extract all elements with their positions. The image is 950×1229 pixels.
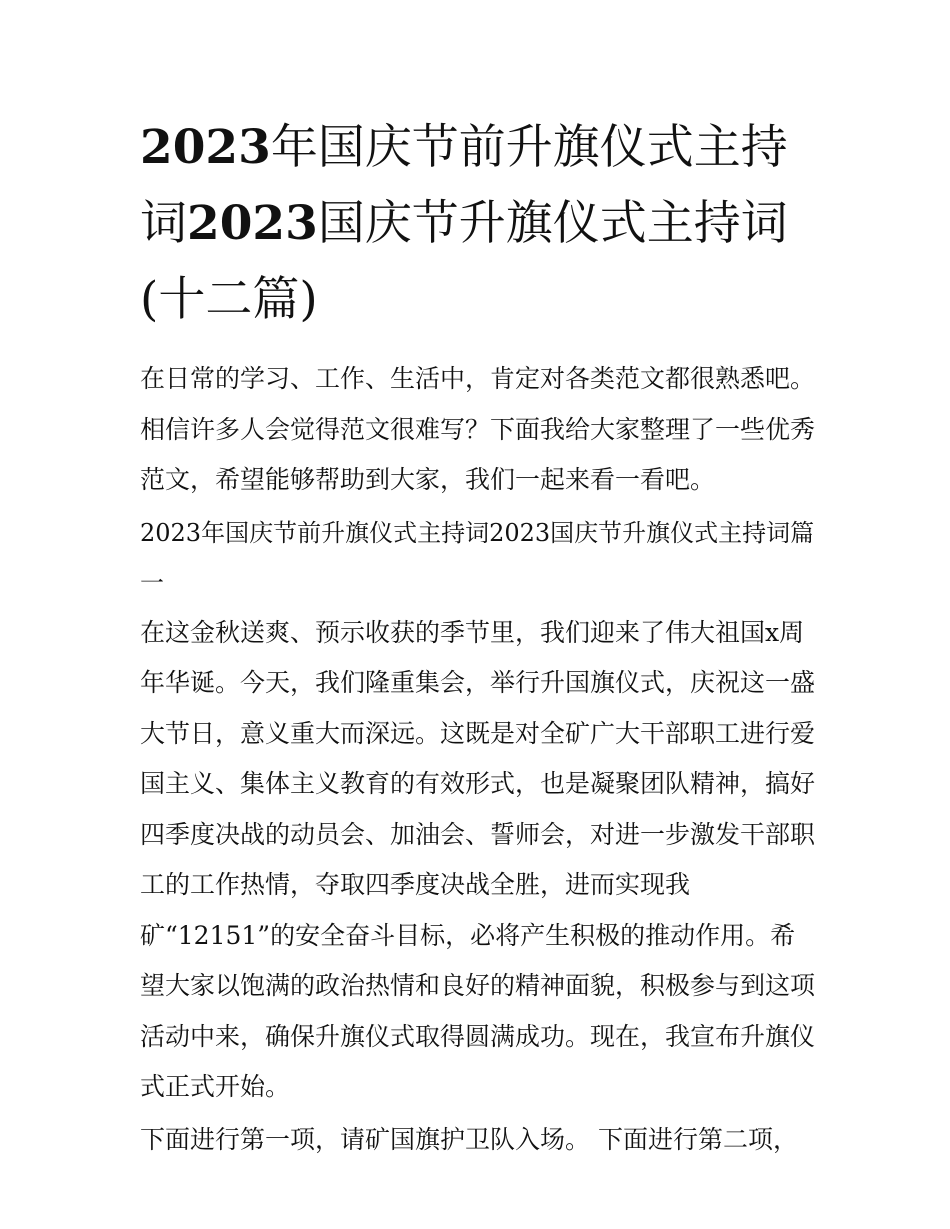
document-title [140,110,820,338]
title-part: 2023 [140,120,271,175]
title-part: 国庆节升旗仪式主持词(十二篇) [140,196,788,327]
body-paragraph: 在这金秋送爽、预示收获的季节里，我们迎来了伟大祖国x周年华诞。今天，我们隆重集会，举行升国旗仪式，庆祝这一盛大节日，意义重大而深远。这既是对全矿广大干部职工进行爱国主义、集体主义教育的有效形式，也是凝聚团队精神，搞好四季度决战的动员会、加油会、誓师会，对进一步激发干部职工的工作热情，夺取四季度决战全胜，进而实现我矿“12151”的安全奋斗目标，必将产生积极的推动作用。希望大家以饱满的政治热情和良好的精神面貌，积极参与到这项活动中来，确保升旗仪式取得圆满成功。现在，我宣布升旗仪式正式开始。 [140,617,816,1101]
section-heading: 2023年国庆节前升旗仪式主持词2023国庆节升旗仪式主持词篇一 [140,518,815,597]
title-part: 2023 [187,196,318,251]
body-paragraph: 下面进行第一项，请矿国旗护卫队入场。 下面进行第二项， [140,1124,798,1154]
intro-paragraph: 在日常的学习、工作、生活中，肯定对各类范文都很熟悉吧。相信许多人会觉得范文很难写？下面我给大家整理了一些优秀范文，希望能够帮助到大家，我们一起来看一看吧。 [140,364,816,494]
title-part: 年国庆节前升旗仪式主持词 [140,120,788,251]
document-content [140,110,820,1167]
